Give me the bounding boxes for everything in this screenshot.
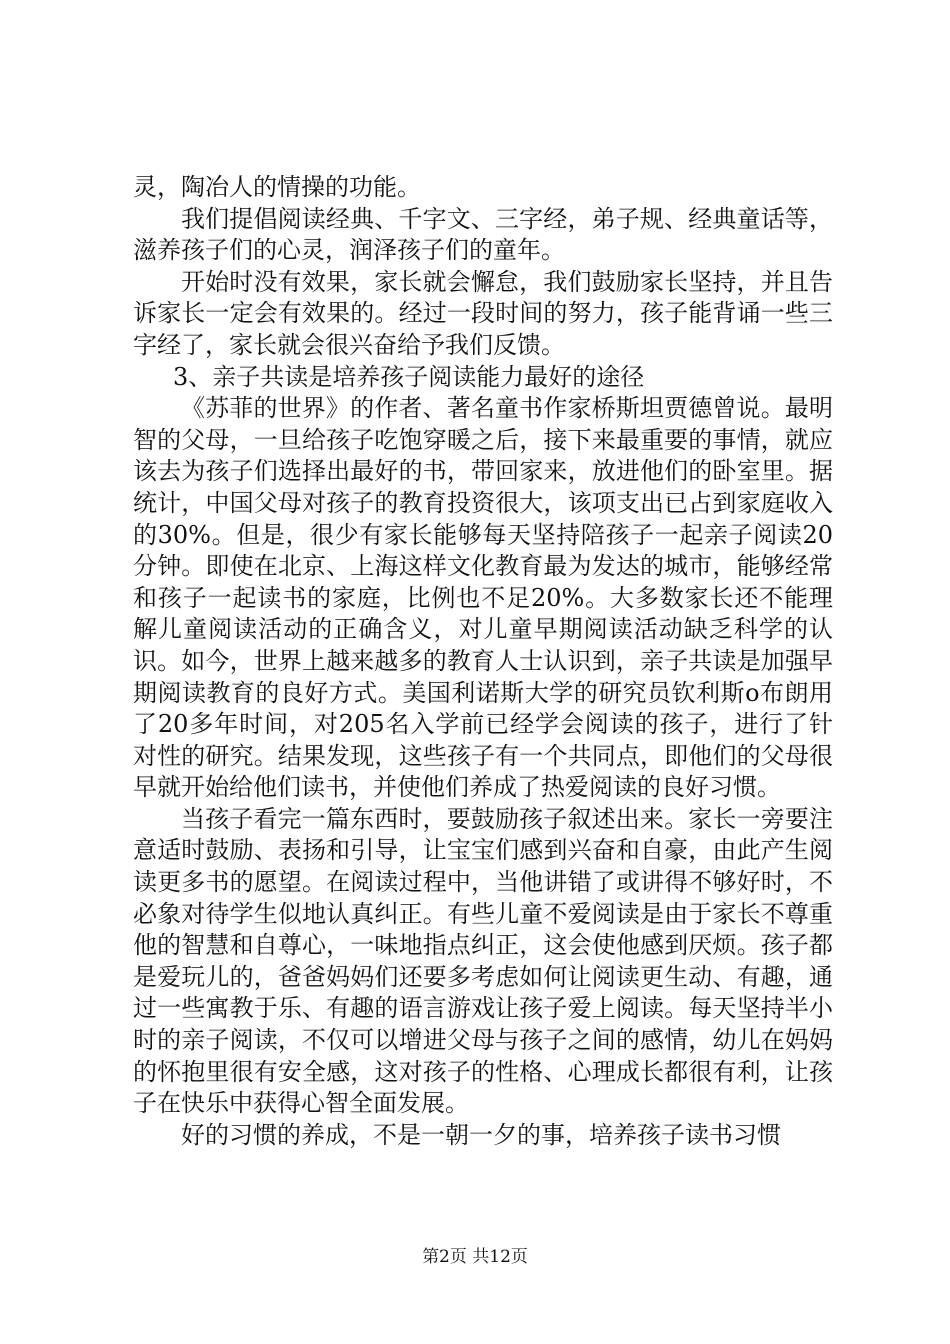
paragraph-5: 当孩子看完一篇东西时，要鼓励孩子叙述出来。家长一旁要注意适时鼓励、表扬和引导，让宝宝们感到兴奋和自豪，由此产生阅读更多书的愿望。在阅读过程中，当他讲错了或讲得不够好时，不必象对待学生似地认真纠正。有些儿童不爱阅读是由于家长不尊重他的智慧和自尊心，一味地指点纠正，这会使他感到厌烦。孩子都是爱玩儿的，爸爸妈妈们还要多考虑如何让阅读更生动、有趣，通过一些寓教于乐、有趣的语言游戏让孩子爱上阅读。每天坚持半小时的亲子阅读，不仅可以增进父母与孩子之间的感情，幼儿在妈妈的怀抱里很有安全感，这对孩子的性格、心理成长都很有利，让孩子在快乐中获得心智全面发展。 [133, 804, 833, 1118]
document-body [133, 172, 833, 1151]
page-number-footer: 第2页 共12页 [422, 1247, 528, 1267]
paragraph-4: 《苏菲的世界》的作者、著名童书作家桥斯坦贾德曾说。最明智的父母，一旦给孩子吃饱穿暖之后，接下来最重要的事情，就应该去为孩子们选择出最好的书，带回家来，放进他们的卧室里。据统计，中国父母对孩子的教育投资很大，该项支出已占到家庭收入的30%。但是，很少有家长能够每天坚持陪孩子一起亲子阅读20分钟。即使在北京、上海这样文化教育最为发达的城市，能够经常和孩子一起读书的家庭，比例也不足20%。大多数家长还不能理解儿童阅读活动的正确含义，对儿童早期阅读活动缺乏科学的认识。如今，世界上越来越多的教育人士认识到，亲子共读是加强早期阅读教育的良好方式。美国利诺斯大学的研究员钦利斯o布朗用了20多年时间，对205名入学前已经学会阅读的孩子，进行了针对性的研究。结果发现，这些孩子有一个共同点，即他们的父母很早就开始给他们读书，并使他们养成了热爱阅读的良好习惯。 [133, 394, 833, 802]
section-heading: 3、亲子共读是培养孩子阅读能力最好的途径 [173, 362, 645, 391]
paragraph-1: 灵，陶冶人的情操的功能。 [133, 173, 421, 201]
paragraph-6: 好的习惯的养成，不是一朝一夕的事，培养孩子读书习惯 [181, 1120, 781, 1149]
paragraph-3: 开始时没有效果，家长就会懈怠，我们鼓励家长坚持，并且告诉家长一定会有效果的。经过一段时间的努力，孩子能背诵一些三字经了，家长就会很兴奋给予我们反馈。 [133, 267, 833, 359]
paragraph-2: 我们提倡阅读经典、千字文、三字经，弟子规、经典童话等，滋养孩子们的心灵，润泽孩子们的童年。 [133, 204, 833, 265]
